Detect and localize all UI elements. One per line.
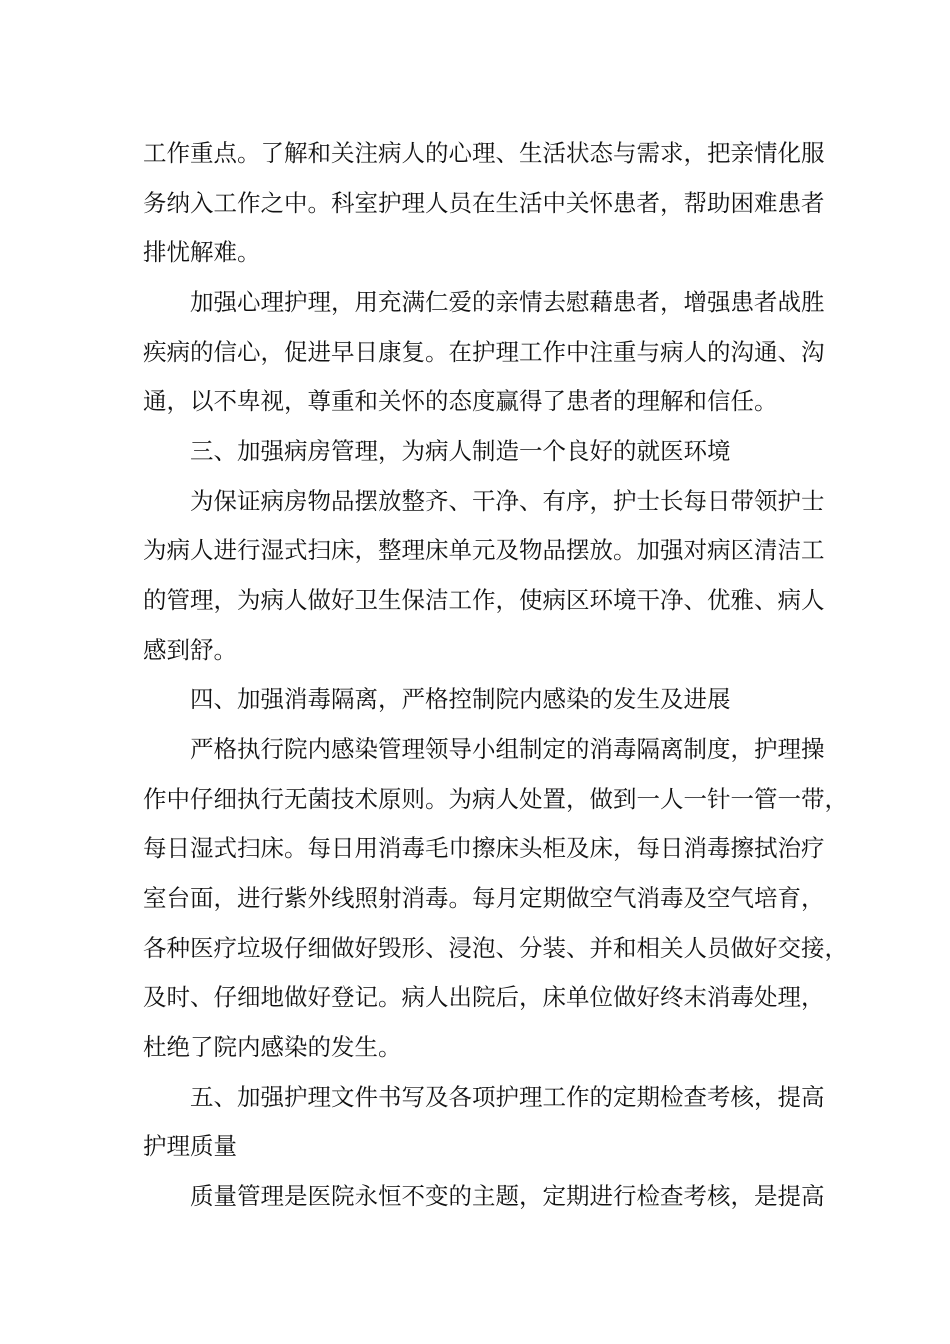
text-line-2: 务纳入工作之中。科室护理人员在生活中关怀患者，帮助困难患者 xyxy=(143,189,825,217)
text-line-5: 疾病的信心，促进早日康复。在护理工作中注重与病人的沟通、沟 xyxy=(143,338,825,366)
section-heading-3: 三、加强病房管理，为病人制造一个良好的就医环境 xyxy=(190,437,731,465)
section-heading-4: 四、加强消毒隔离，严格控制院内感染的发生及进展 xyxy=(190,685,731,713)
text-line-11: 感到舒。 xyxy=(143,636,237,664)
text-line-22: 质量管理是医院永恒不变的主题，定期进行检查考核，是提高 xyxy=(190,1182,825,1210)
text-line-6: 通，以不卑视，尊重和关怀的态度赢得了患者的理解和信任。 xyxy=(143,387,778,415)
text-line-19: 杜绝了院内感染的发生。 xyxy=(143,1033,402,1061)
text-line-14: 作中仔细执行无菌技术原则。为病人处置，做到一人一针一管一带， xyxy=(143,785,848,813)
text-line-3: 排忧解难。 xyxy=(143,238,261,266)
text-line-4: 加强心理护理，用充满仁爱的亲情去慰藉患者，增强患者战胜 xyxy=(190,288,825,316)
text-line-10: 的管理，为病人做好卫生保洁工作，使病区环境干净、优雅、病人 xyxy=(143,586,825,614)
text-line-13: 严格执行院内感染管理领导小组制定的消毒隔离制度，护理操 xyxy=(190,735,825,763)
text-line-8: 为保证病房物品摆放整齐、干净、有序，护士长每日带领护士 xyxy=(190,487,825,515)
section-heading-5-cont: 护理质量 xyxy=(143,1132,237,1160)
text-line-15: 每日湿式扫床。每日用消毒毛巾擦床头柜及床，每日消毒擦拭治疗 xyxy=(143,834,825,862)
text-line-18: 及时、仔细地做好登记。病人出院后，床单位做好终末消毒处理， xyxy=(143,983,825,1011)
text-line-1: 工作重点。了解和关注病人的心理、生活状态与需求，把亲情化服 xyxy=(143,139,825,167)
text-line-9: 为病人进行湿式扫床，整理床单元及物品摆放。加强对病区清洁工 xyxy=(143,536,825,564)
text-line-16: 室台面，进行紫外线照射消毒。每月定期做空气消毒及空气培育， xyxy=(143,884,825,912)
section-heading-5: 五、加强护理文件书写及各项护理工作的定期检查考核，提高 xyxy=(190,1083,825,1111)
text-line-17: 各种医疗垃圾仔细做好毁形、浸泡、分装、并和相关人员做好交接， xyxy=(143,934,848,962)
